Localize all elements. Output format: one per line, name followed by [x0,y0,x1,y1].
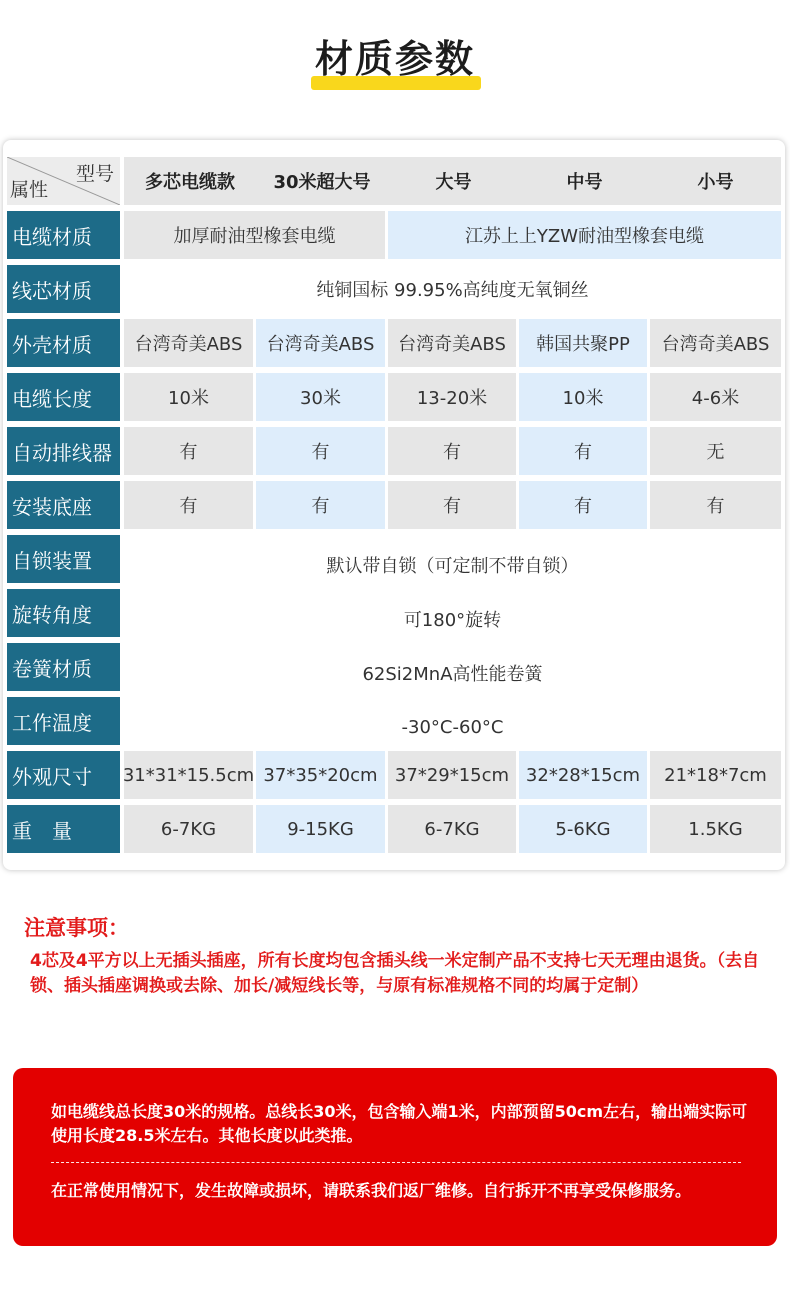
row-label: 线芯材质 [7,265,120,313]
table-cell: 可180°旋转 [124,595,781,643]
table-cell: 5-6KG [519,805,647,853]
table-cell: 纯铜国标 99.95%高纯度无氧铜丝 [124,265,781,313]
column-header: 多芯电缆款 [145,172,235,193]
table-cell: 4-6米 [650,373,781,421]
column-header: 30米超大号 [273,172,371,193]
title-area [0,30,790,90]
column-header: 小号 [697,172,734,193]
table-corner-cell [7,157,120,205]
table-cell: 有 [124,481,253,529]
row-label: 电缆材质 [7,211,120,259]
row-label: 卷簧材质 [7,643,120,691]
table-cell: 有 [650,481,781,529]
table-cell: 加厚耐油型橡套电缆 [124,211,385,259]
row-label: 安装底座 [7,481,120,529]
row-label: 电缆长度 [7,373,120,421]
table-cell: 台湾奇美ABS [256,319,385,367]
dashed-divider [51,1162,741,1163]
table-cell: 无 [650,427,781,475]
info-box [13,1068,777,1246]
page-title: 材质参数 [314,37,475,81]
table-cell: 10米 [519,373,647,421]
table-cell: 21*18*7cm [650,751,781,799]
row-label: 自动排线器 [7,427,120,475]
table-cell: 1.5KG [650,805,781,853]
column-header: 大号 [435,172,472,193]
table-cell: 37*29*15cm [388,751,516,799]
spec-table [3,140,785,870]
row-label: 旋转角度 [7,589,120,637]
notice-title: 注意事项： [24,916,129,940]
table-cell: 台湾奇美ABS [650,319,781,367]
table-cell: 台湾奇美ABS [124,319,253,367]
column-header: 中号 [566,172,603,193]
table-cell: 有 [256,481,385,529]
corner-model-label: 型号 [75,163,114,185]
table-cell: 37*35*20cm [256,751,385,799]
table-cell: 30米 [256,373,385,421]
notice-text: 4芯及4平方以上无插头插座，所有长度均包含插头线一米定制产品不支持七天无理由退货。（去自锁、插头插座调换或去除、加长/减短线长等，与原有标准规格不同的均属于定制） [30,951,760,996]
info-warranty-text: 在正常使用情况下，发生故障或损坏，请联系我们返厂维修。自行拆开不再享受保修服务。 [51,1181,692,1200]
table-cell: 有 [519,481,647,529]
table-cell: 31*31*15.5cm [124,751,253,799]
corner-attribute-label: 属性 [10,179,49,201]
row-label: 重 量 [7,805,120,853]
table-cell: 62Si2MnA高性能卷簧 [124,649,781,697]
table-cell: 默认带自锁（可定制不带自锁） [124,541,781,589]
table-cell: 有 [124,427,253,475]
info-length-text: 如电缆线总长度30米的规格。总线长30米，包含输入端1米，内部预留50cm左右，输出端实际可使用长度28.5米左右。其他长度以此类推。 [51,1102,748,1145]
table-cell: 6-7KG [124,805,253,853]
row-label: 外观尺寸 [7,751,120,799]
row-label: 自锁装置 [7,535,120,583]
table-cell: 有 [388,481,516,529]
table-cell: 台湾奇美ABS [388,319,516,367]
row-label: 工作温度 [7,697,120,745]
table-cell: -30°C-60°C [124,703,781,751]
table-cell: 有 [519,427,647,475]
table-cell: 32*28*15cm [519,751,647,799]
table-cell: 韩国共聚PP [519,319,647,367]
table-cell: 有 [256,427,385,475]
table-cell: 有 [388,427,516,475]
table-cell: 6-7KG [388,805,516,853]
table-cell: 13-20米 [388,373,516,421]
table-cell: 江苏上上YZW耐油型橡套电缆 [388,211,781,259]
row-label: 外壳材质 [7,319,120,367]
table-cell: 10米 [124,373,253,421]
table-cell: 9-15KG [256,805,385,853]
